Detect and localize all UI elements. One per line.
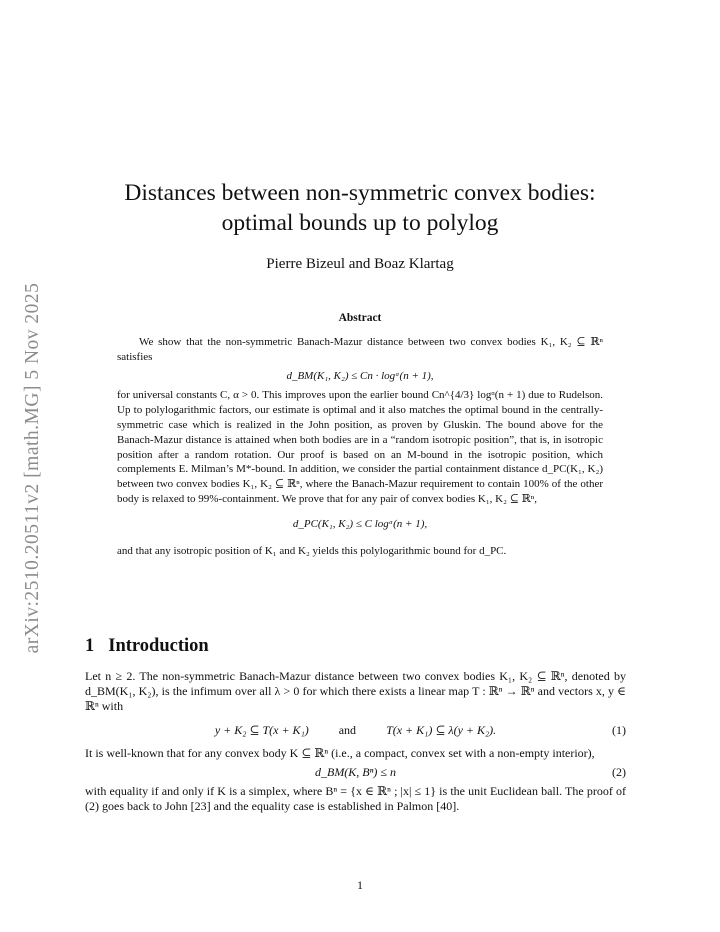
abstract-equation-2: d_PC(K₁, K₂) ≤ C logᵅ(n + 1), [292,517,428,530]
arxiv-identifier: arXiv:2510.20511v2 [math.MG] 5 Nov 2025 [22,282,43,654]
section-title: Introduction [108,636,209,656]
equation-2: d_BM(K, Bⁿ) ≤ n [314,764,397,779]
display-equation-1 [85,720,626,742]
introduction-body [85,669,626,814]
intro-paragraph-2: It is well-known that for any convex body K ⊆ ℝⁿ (i.e., a compact, convex set with a non-empty interior), [85,745,595,760]
equation-1-number: (1) [612,722,626,737]
title-line-1: Distances between non-symmetric convex bodies: [124,180,596,206]
abstract-body [117,335,603,558]
page-number: 1 [357,878,363,892]
intro-paragraph-1: Let n ≥ 2. The non-symmetric Banach-Mazur distance between two convex bodies K₁, K₂ ⊆ ℝⁿ, denoted by d_BM(K₁, K₂), is the infimum over all λ > 0 for which there exists a linear map T : ℝⁿ → ℝⁿ and vectors x, y ∈ ℝⁿ with [85,669,626,714]
intro-paragraph-3: with equality if and only if K is a simplex, where Bⁿ = {x ∈ ℝⁿ ; |x| ≤ 1} is the unit Euclidean ball. The proof of (2) goes back to John [23] and the equality case is established in Palmon [40]. [85,783,626,814]
section-heading [85,636,209,657]
section-number: 1 [85,636,95,656]
equation-1-and: and [338,722,357,737]
abstract-paragraph-2: for universal constants C, α > 0. This improves upon the earlier bound Cn^{4/3} logᵅ(n + 1) due to Rudelson. Up to polylogarithmic factors, our estimate is optimal and it also matches the optimal bound in the centrally-symmetric case which is realized in the John position, as proven by Gluskin. The bound above for the Banach-Mazur distance is attained when both bodies are in a “random isotropic position”, that is, in isotropic position after a random rotation. Our proof is based on an M-bound in the isotropic position, which complements E. Milman’s M*-bound. In addition, we consider the partial containment distance d_PC(K₁, K₂) between two convex bodies K₁, K₂ ⊆ ℝⁿ, where the Banach-Mazur requirement to contain 100% of the other body is relaxed to 99%-containment. We prove that for any pair of convex bodies K₁, K₂ ⊆ ℝⁿ, [117,389,603,505]
abstract-heading: Abstract [338,312,382,324]
title-line-2: optimal bounds up to polylog [221,210,499,236]
abstract-paragraph-1: We show that the non-symmetric Banach-Mazur distance between two convex bodies K₁, K₂ ⊆ ℝⁿ satisfies [117,336,603,363]
abstract-equation-1: d_BM(K₁, K₂) ≤ Cn · logᵅ(n + 1), [286,369,434,382]
equation-1-right: T(x + K₁) ⊆ λ(y + K₂). [386,722,497,737]
authors: Pierre Bizeul and Boaz Klartag [266,256,454,272]
abstract-paragraph-3: and that any isotropic position of K₁ and K₂ yields this polylogarithmic bound for d_PC. [117,544,507,557]
equation-1-left: y + K₂ ⊆ T(x + K₁) [214,722,309,737]
paper-title [0,178,720,238]
equation-2-number: (2) [612,764,626,779]
display-equation-2 [85,762,626,782]
